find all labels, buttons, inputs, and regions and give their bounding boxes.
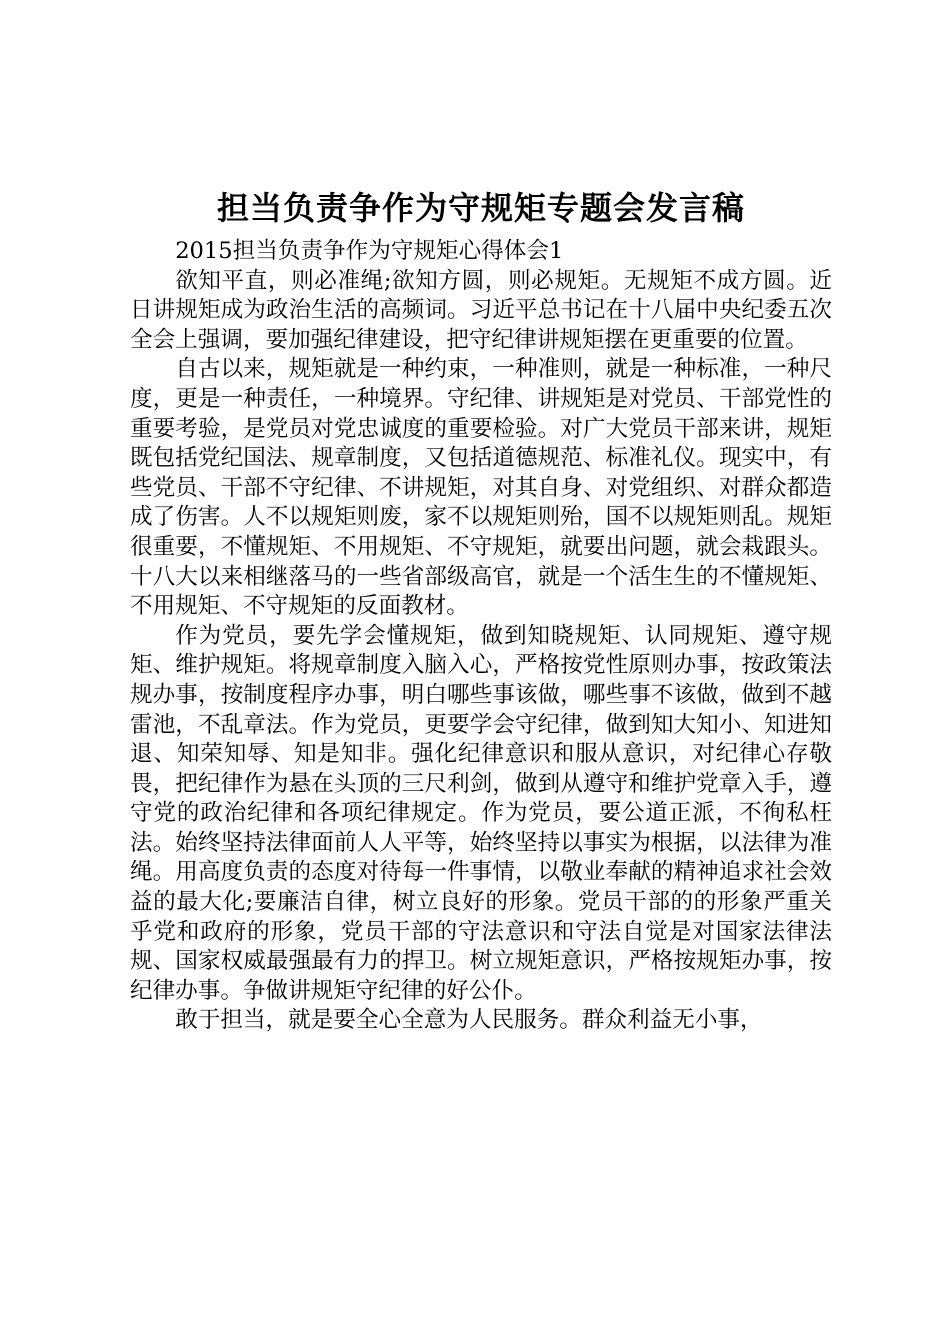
paragraph-2: 自古以来，规矩就是一种约束，一种准则，就是一种标准，一种尺度，更是一种责任，一种境界。守纪律、讲规矩是对党员、干部党性的重要考验，是党员对党忠诚度的重要检验。对广大党员干部来讲，规矩既包括党纪国法、规章制度，又包括道德规范、标准礼仪。现实中，有些党员、干部不守纪律、不讲规矩，对其自身、对党组织、对群众都造成了伤害。人不以规矩则废，家不以规矩则殆，国不以规矩则乱。规矩很重要，不懂规矩、不用规矩、不守规矩，就要出问题，就会栽跟头。十八大以来相继落马的一些省部级高官，就是一个活生生的不懂规矩、不用规矩、不守规矩的反面教材。 bbox=[130, 356, 832, 620]
document-title: 担当负责争作为守规矩专题会发言稿 bbox=[216, 189, 745, 227]
paragraph-4: 敢于担当，就是要全心全意为人民服务。群众利益无小事， bbox=[175, 1007, 763, 1034]
paragraph-3: 作为党员，要先学会懂规矩，做到知晓规矩、认同规矩、遵守规矩、维护规矩。将规章制度入脑入心，严格按党性原则办事，按政策法规办事，按制度程序办事，明白哪些事该做，哪些事不该做，做到不越雷池，不乱章法。作为党员，更要学会守纪律，做到知大知小、知进知退、知荣知辱、知是知非。强化纪律意识和服从意识，对纪律心存敬畏，把纪律作为悬在头顶的三尺利剑，做到从遵守和维护党章入手，遵守党的政治纪律和各项纪律规定。作为党员，要公道正派，不徇私枉法。始终坚持法律面前人人平等，始终坚持以事实为根据，以法律为准绳。用高度负责的态度对待每一件事情，以敬业奉献的精神追求社会效益的最大化;要廉洁自律，树立良好的形象。党员干部的的形象严重关乎党和政府的形象，党员干部的守法意识和守法自觉是对国家法律法规、国家权威最强最有力的捍卫。树立规矩意识，严格按规矩办事，按纪律办事。争做讲规矩守纪律的好公仆。 bbox=[130, 622, 832, 1004]
paragraph-1: 欲知平直，则必准绳;欲知方圆，则必规矩。无规矩不成方圆。近日讲规矩成为政治生活的高频词。习近平总书记在十八届中央纪委五次全会上强调，要加强纪律建设，把守纪律讲规矩摆在更重要的位置。 bbox=[130, 267, 832, 353]
document-page bbox=[130, 185, 832, 1036]
document-subtitle: 2015担当负责争作为守规矩心得体会1 bbox=[175, 238, 564, 264]
